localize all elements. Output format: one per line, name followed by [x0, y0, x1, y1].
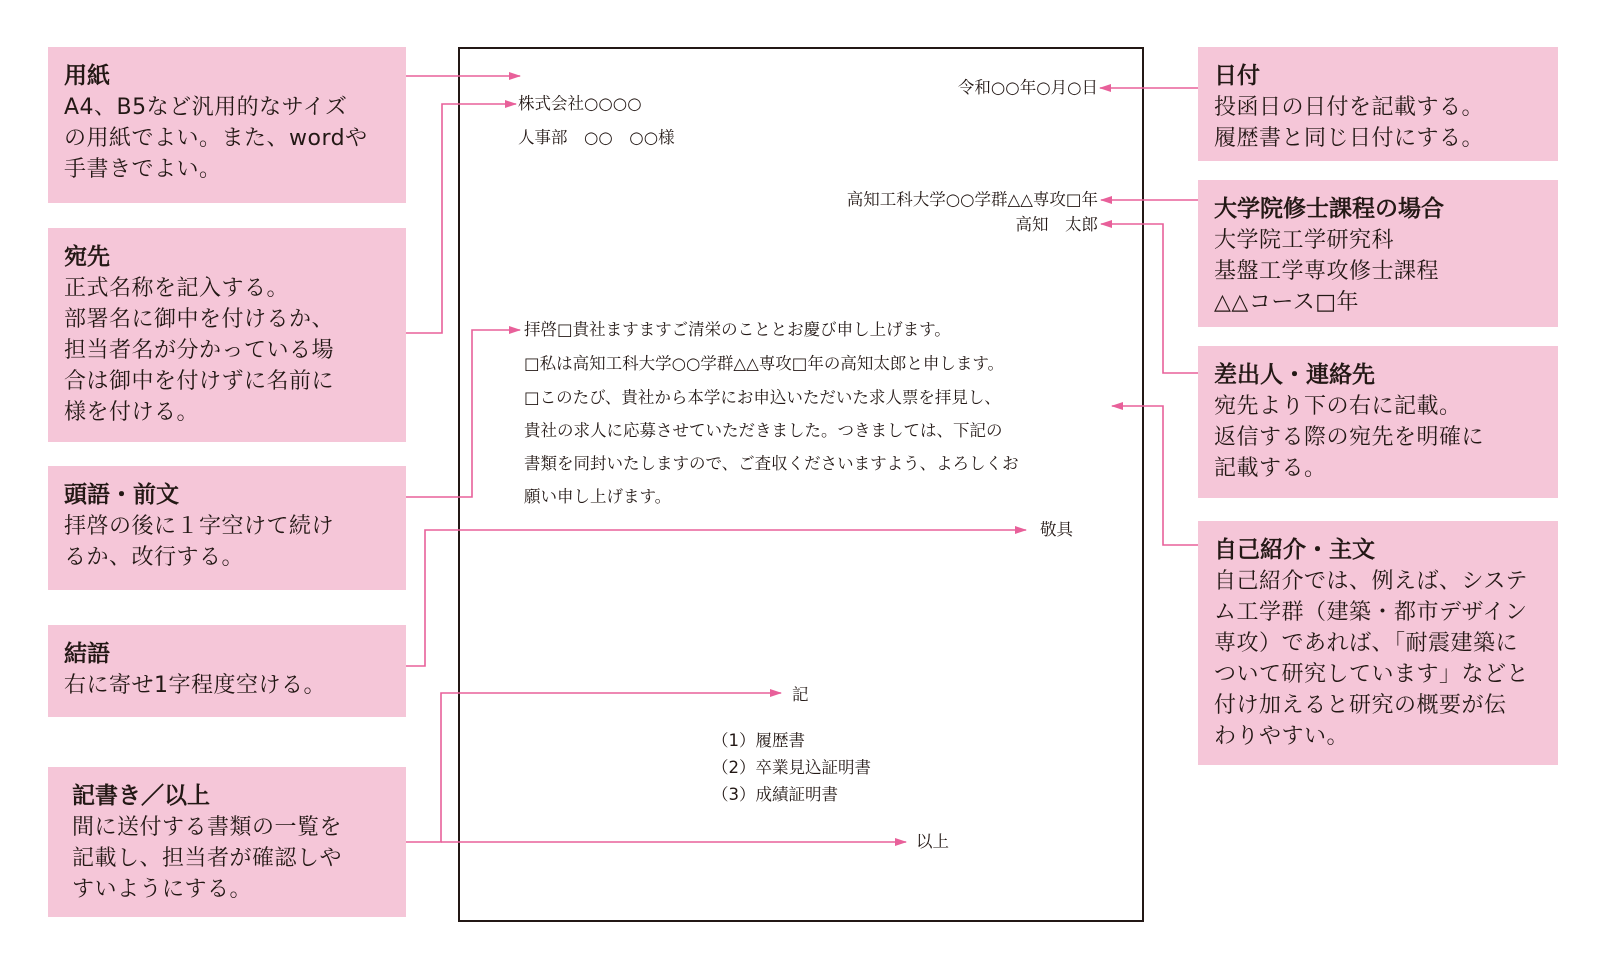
annotation-title: 大学院修士課程の場合 — [1214, 196, 1444, 222]
annotation-body: A4、B5など汎用的なサイズ の用紙でよい。また、wordや 手書きでよい。 — [64, 95, 368, 182]
annotation-body: 右に寄せ1字程度空ける。 — [64, 673, 326, 698]
letter-line: □このたび、貴社から本学にお申込いただいた求人票を拝見し、 — [524, 388, 1001, 407]
letter-line: 願い申し上げます。 — [524, 487, 672, 506]
annotation-body: 自己紹介では、例えば、システ ム工学群（建築・都市デザイン 専攻）であれば、「耐震建築に ついて研究しています」などと 付け加えると研究の概要が伝 わりやすい。 — [1214, 569, 1530, 749]
letter-item: （2）卒業見込証明書 — [712, 758, 871, 777]
annotation-title: 結語 — [64, 641, 110, 667]
annotation-title: 用紙 — [64, 63, 110, 89]
annotation-body: 正式名称を記入する。 部署名に御中を付けるか、 担当者名が分かっている場 合は御中を付けずに名前に 様を付ける。 — [64, 276, 335, 425]
annotation-body: 投函日の日付を記載する。 履歴書と同じ日付にする。 — [1214, 95, 1485, 151]
connector-sender — [1101, 224, 1198, 373]
letter-keigu: 敬具 — [1040, 520, 1073, 539]
letter-line: □私は高知工科大学○○学群△△専攻□年の高知太郎と申します。 — [524, 354, 1005, 373]
letter-name: 高知 太郎 — [1015, 215, 1098, 234]
letter-date: 令和○○年○月○日 — [957, 78, 1098, 97]
letter-ki: 記 — [792, 685, 809, 704]
annotation-body: 大学院工学研究科 基盤工学専攻修士課程 △△コース□年 — [1214, 228, 1440, 315]
connector-intro — [1112, 406, 1198, 545]
annotation-title: 宛先 — [64, 244, 110, 270]
annotation-title: 日付 — [1214, 63, 1260, 89]
connector-closing — [406, 530, 1026, 666]
connector-recipient — [406, 104, 516, 333]
connector-opening — [406, 330, 520, 497]
letter-item: （1）履歴書 — [712, 731, 805, 750]
letter-item: （3）成績証明書 — [712, 785, 838, 804]
annotation-body: 拝啓の後に１字空けて続け るか、改行する。 — [64, 514, 335, 570]
letter-line: 貴社の求人に応募させていただきました。つきましては、下記の — [524, 421, 1003, 440]
annotation-body: 宛先より下の右に記載。 返信する際の宛先を明確に 記載する。 — [1214, 394, 1485, 481]
annotation-body: 間に送付する書類の一覧を 記載し、担当者が確認しや すいようにする。 — [72, 815, 343, 902]
letter-company: 株式会社○○○○ — [518, 94, 642, 113]
letter-line: 拝啓□貴社ますますご清栄のこととお慶び申し上げます。 — [524, 320, 951, 339]
connector-enclosures-top — [406, 693, 781, 842]
letter-line: 書類を同封いたしますので、ご査収くださいますよう、よろしくお — [524, 454, 1019, 473]
letter-affiliation: 高知工科大学○○学群△△専攻□年 — [846, 190, 1098, 209]
annotation-title: 自己紹介・主文 — [1214, 537, 1375, 563]
annotation-title: 記書き／以上 — [72, 783, 210, 809]
annotation-title: 頭語・前文 — [64, 482, 179, 508]
annotation-title: 差出人・連絡先 — [1214, 362, 1375, 388]
letter-ijo: 以上 — [916, 832, 949, 851]
letter-department: 人事部 ○○ ○○様 — [518, 128, 675, 147]
